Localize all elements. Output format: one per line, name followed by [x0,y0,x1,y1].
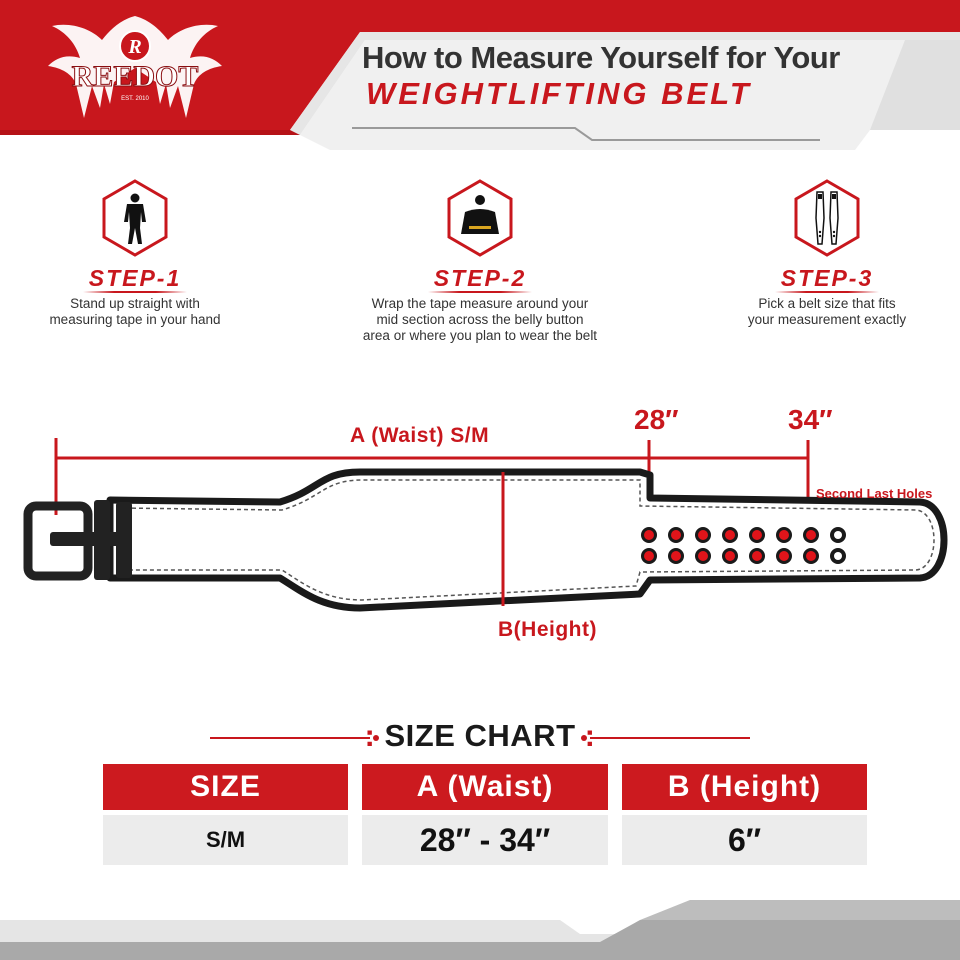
brand-est: EST. 2010 [121,96,149,102]
waist-label: A (Waist) S/M [350,424,490,447]
header-waist: A (Waist) [362,764,608,810]
brand-logo [40,8,230,138]
step-2-description: Wrap the tape measure around your mid section across the belly button area or where you plan to wear the belt [362,296,598,343]
step-3-title: STEP-3 [775,266,880,290]
step-1-description: Stand up straight with measuring tape in your hand [49,296,221,327]
belt-icon [792,178,862,258]
max-size-label: 34″ [788,404,833,435]
brand-name: REEDOT [71,60,199,93]
buckle [28,500,132,580]
header-size: SIZE [103,764,348,810]
footer-banner [0,890,960,960]
holes-note: Second Last Holes [816,486,933,501]
waist-measure-icon [445,178,515,258]
logo-letter: R [128,36,142,58]
min-size-label: 28″ [634,404,679,435]
row-waist-value: 28″ - 34″ [362,815,608,865]
header-height: B (Height) [622,764,867,810]
row-height-value: 6″ [622,815,867,865]
size-chart-title-text: SIZE CHART [384,718,576,753]
step-3-description: Pick a belt size that fits your measurement exactly [747,296,907,327]
headline-subtitle: WEIGHTLIFTING BELT [366,76,752,111]
size-chart-title: : SIZE CHART : [364,718,596,753]
headline-title: How to Measure Yourself for Your [362,40,840,75]
height-label: B(Height) [498,618,597,641]
standing-person-icon [100,178,170,258]
step-3 [677,178,960,328]
step-1-title: STEP-1 [83,266,188,290]
row-size-value: S/M [103,815,348,865]
step-2 [330,178,630,344]
step-2-title: STEP-2 [428,266,533,290]
step-1 [0,178,285,328]
